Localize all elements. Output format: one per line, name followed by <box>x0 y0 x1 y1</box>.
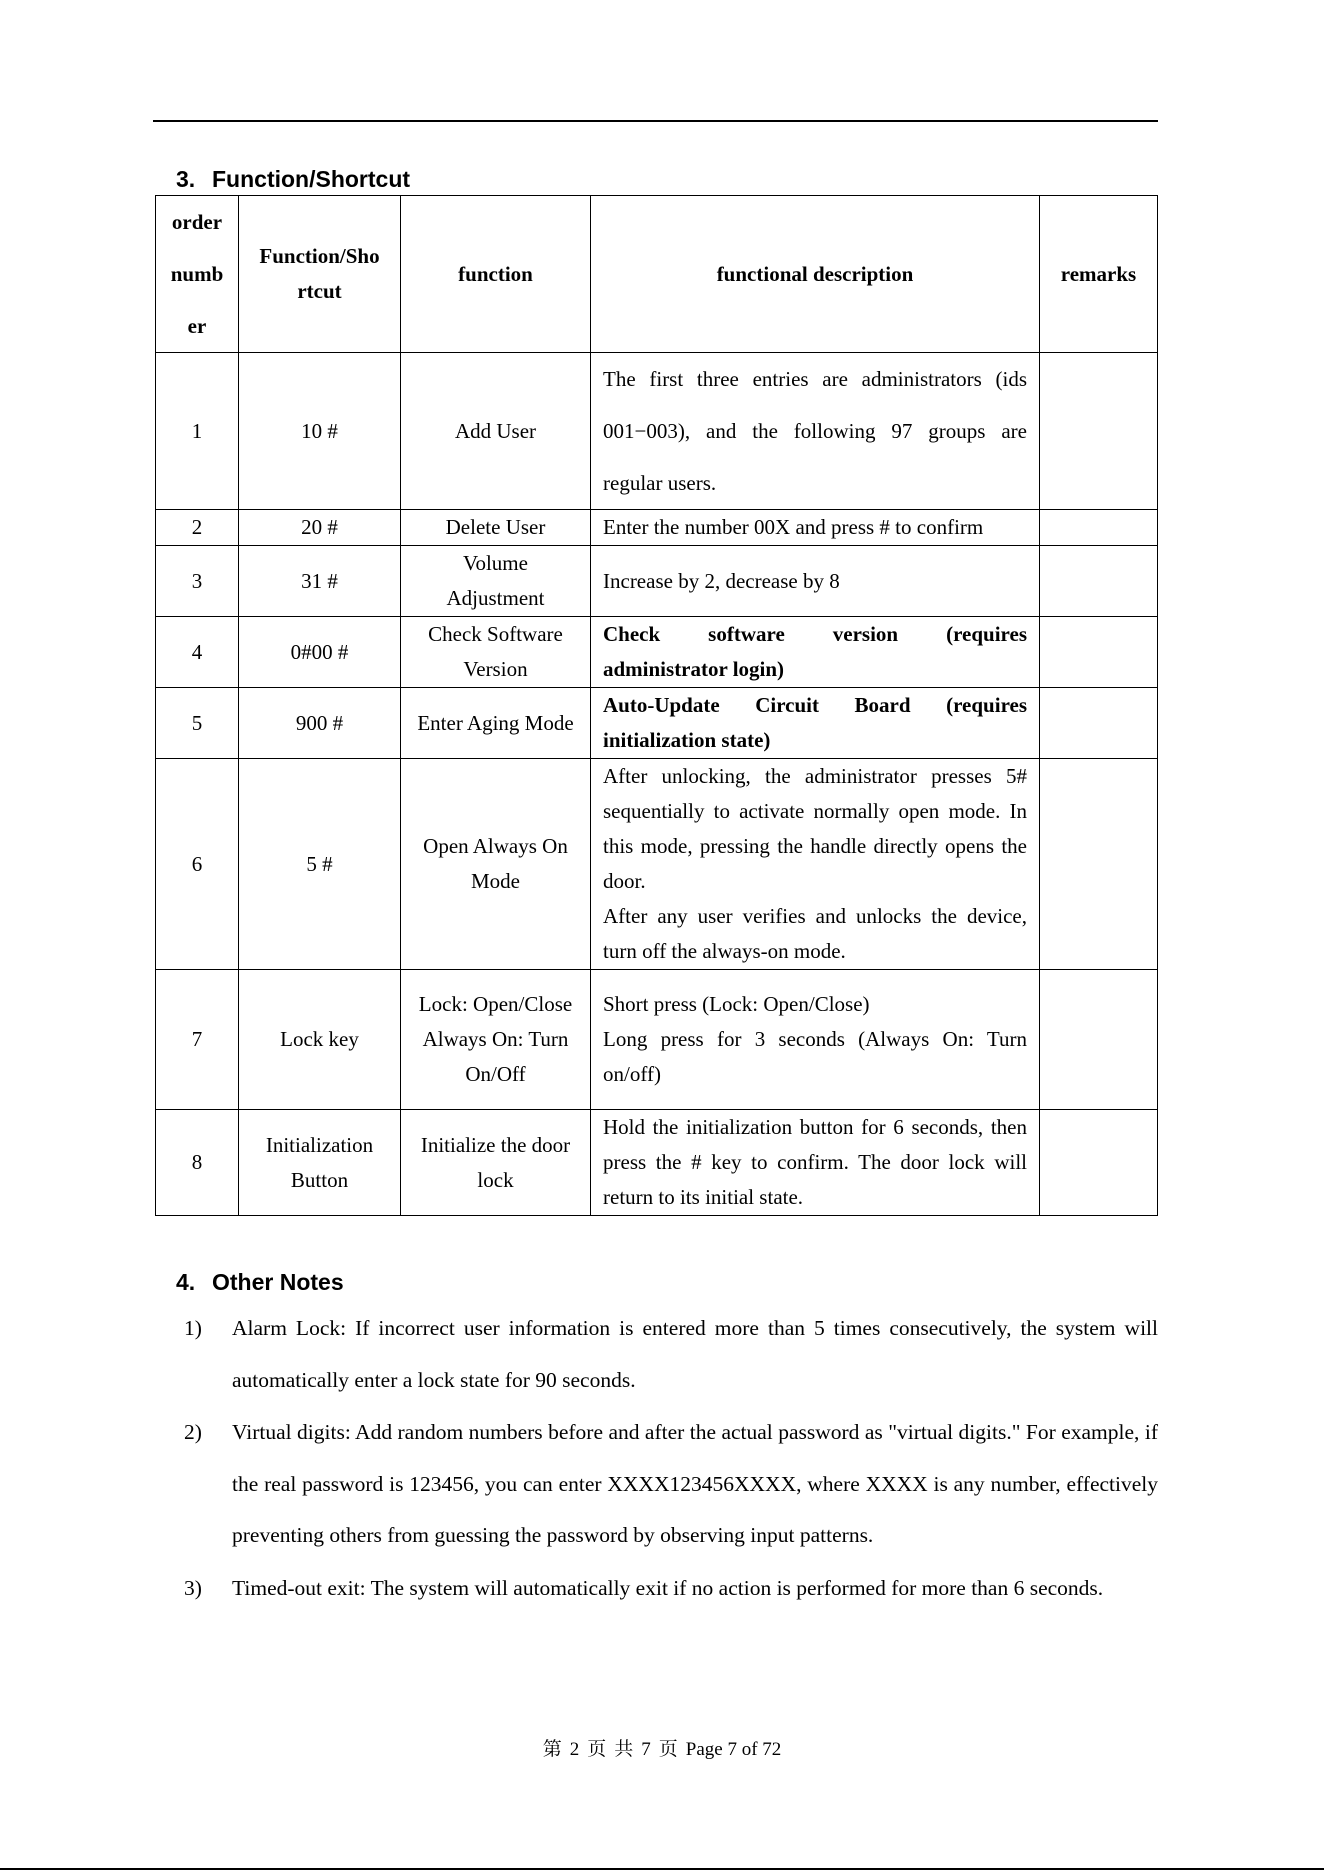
description-cell: Enter the number 00X and press # to confirm <box>591 510 1040 546</box>
note-number: 1) <box>184 1316 202 1340</box>
description-line: Long press for 3 seconds (Always On: Turn on/off) <box>603 1027 1027 1086</box>
function-cell: Check Software Version <box>401 617 591 688</box>
shortcut-cell: 20 # <box>239 510 401 546</box>
description-cell: The first three entries are administrators (ids 001−003), and the following 97 groups are regular users. <box>591 353 1040 510</box>
table-row <box>156 970 1158 1110</box>
list-item <box>176 1563 1158 1615</box>
header-remarks: remarks <box>1040 196 1158 353</box>
table-row <box>156 617 1158 688</box>
header-description: functional description <box>591 196 1040 353</box>
footer-current-page: 2 <box>569 1739 580 1760</box>
description-cell <box>591 970 1040 1110</box>
remarks-cell <box>1040 546 1158 617</box>
function-cell: Delete User <box>401 510 591 546</box>
function-cell: Volume Adjustment <box>401 546 591 617</box>
page-footer <box>0 1737 1324 1763</box>
order-cell: 7 <box>156 970 239 1110</box>
table-row <box>156 759 1158 970</box>
remarks-cell <box>1040 970 1158 1110</box>
description-cell: Check software version (requires administrator login) <box>591 617 1040 688</box>
order-cell: 3 <box>156 546 239 617</box>
function-cell: Initialize the door lock <box>401 1110 591 1216</box>
order-cell: 1 <box>156 353 239 510</box>
shortcut-cell: 5 # <box>239 759 401 970</box>
footer-cn-total: 共 <box>614 1739 634 1760</box>
function-cell: Add User <box>401 353 591 510</box>
table-row <box>156 688 1158 759</box>
function-shortcut-table <box>155 195 1158 1216</box>
table-row <box>156 510 1158 546</box>
shortcut-cell: 31 # <box>239 546 401 617</box>
order-cell: 8 <box>156 1110 239 1216</box>
remarks-cell <box>1040 510 1158 546</box>
section-title: Function/Shortcut <box>212 166 411 192</box>
description-cell <box>591 759 1040 970</box>
note-number: 2) <box>184 1420 202 1444</box>
header-rule <box>153 120 1158 122</box>
shortcut-cell: 10 # <box>239 353 401 510</box>
note-text: Virtual digits: Add random numbers before and after the actual password as "virtual digits." For example, if the real password is 123456, you can enter XXXX123456XXXX, where XXXX is any number, effectively preventing others from guessing the password by observing input patterns. <box>232 1420 1158 1547</box>
bottom-rule <box>0 1868 1324 1870</box>
section-heading-function-shortcut <box>176 165 410 193</box>
description-cell: Increase by 2, decrease by 8 <box>591 546 1040 617</box>
header-shortcut: Function/Sho rtcut <box>239 196 401 353</box>
section-heading-other-notes <box>176 1268 344 1296</box>
remarks-cell <box>1040 617 1158 688</box>
remarks-cell <box>1040 759 1158 970</box>
remarks-cell <box>1040 688 1158 759</box>
section-number: 4. <box>176 1269 196 1295</box>
section-number: 3. <box>176 166 196 192</box>
order-cell: 5 <box>156 688 239 759</box>
list-item <box>176 1303 1158 1406</box>
shortcut-cell: 900 # <box>239 688 401 759</box>
note-number: 3) <box>184 1575 202 1600</box>
section-title: Other Notes <box>212 1269 344 1295</box>
description-line: After any user verifies and unlocks the device, turn off the always-on mode. <box>603 904 1027 963</box>
list-item <box>176 1407 1158 1562</box>
shortcut-cell: 0#00 # <box>239 617 401 688</box>
description-line: After unlocking, the administrator presses 5# sequentially to activate normally open mode. In this mode, pressing the handle directly opens the door. <box>603 764 1027 893</box>
order-cell: 4 <box>156 617 239 688</box>
order-cell: 2 <box>156 510 239 546</box>
table-row <box>156 546 1158 617</box>
description-cell: Hold the initialization button for 6 seconds, then press the # key to confirm. The door lock will return to its initial state. <box>591 1110 1040 1216</box>
footer-cn-page: 页 <box>587 1739 607 1760</box>
footer-page-label: Page 7 of 72 <box>685 1739 782 1760</box>
table-row <box>156 353 1158 510</box>
footer-total-pages: 7 <box>641 1739 651 1760</box>
footer-cn-page-2: 页 <box>658 1739 678 1760</box>
remarks-cell <box>1040 353 1158 510</box>
function-cell: Lock: Open/Close Always On: Turn On/Off <box>401 970 591 1110</box>
description-cell: Auto-Update Circuit Board (requires initialization state) <box>591 688 1040 759</box>
header-function: function <box>401 196 591 353</box>
remarks-cell <box>1040 1110 1158 1216</box>
table-row <box>156 1110 1158 1216</box>
header-order-number: order numb er <box>156 196 239 353</box>
description-line: Short press (Lock: Open/Close) <box>603 992 870 1016</box>
table-header-row <box>156 196 1158 353</box>
footer-cn-prefix: 第 <box>542 1739 562 1760</box>
shortcut-cell: Lock key <box>239 970 401 1110</box>
shortcut-cell: Initialization Button <box>239 1110 401 1216</box>
note-text: Timed-out exit: The system will automatically exit if no action is performed for more than 6 seconds. <box>232 1575 1104 1600</box>
notes-list <box>176 1303 1158 1615</box>
note-text: Alarm Lock: If incorrect user information is entered more than 5 times consecutively, the system will automatically enter a lock state for 90 seconds. <box>232 1316 1158 1392</box>
order-cell: 6 <box>156 759 239 970</box>
function-cell: Enter Aging Mode <box>401 688 591 759</box>
function-cell: Open Always On Mode <box>401 759 591 970</box>
